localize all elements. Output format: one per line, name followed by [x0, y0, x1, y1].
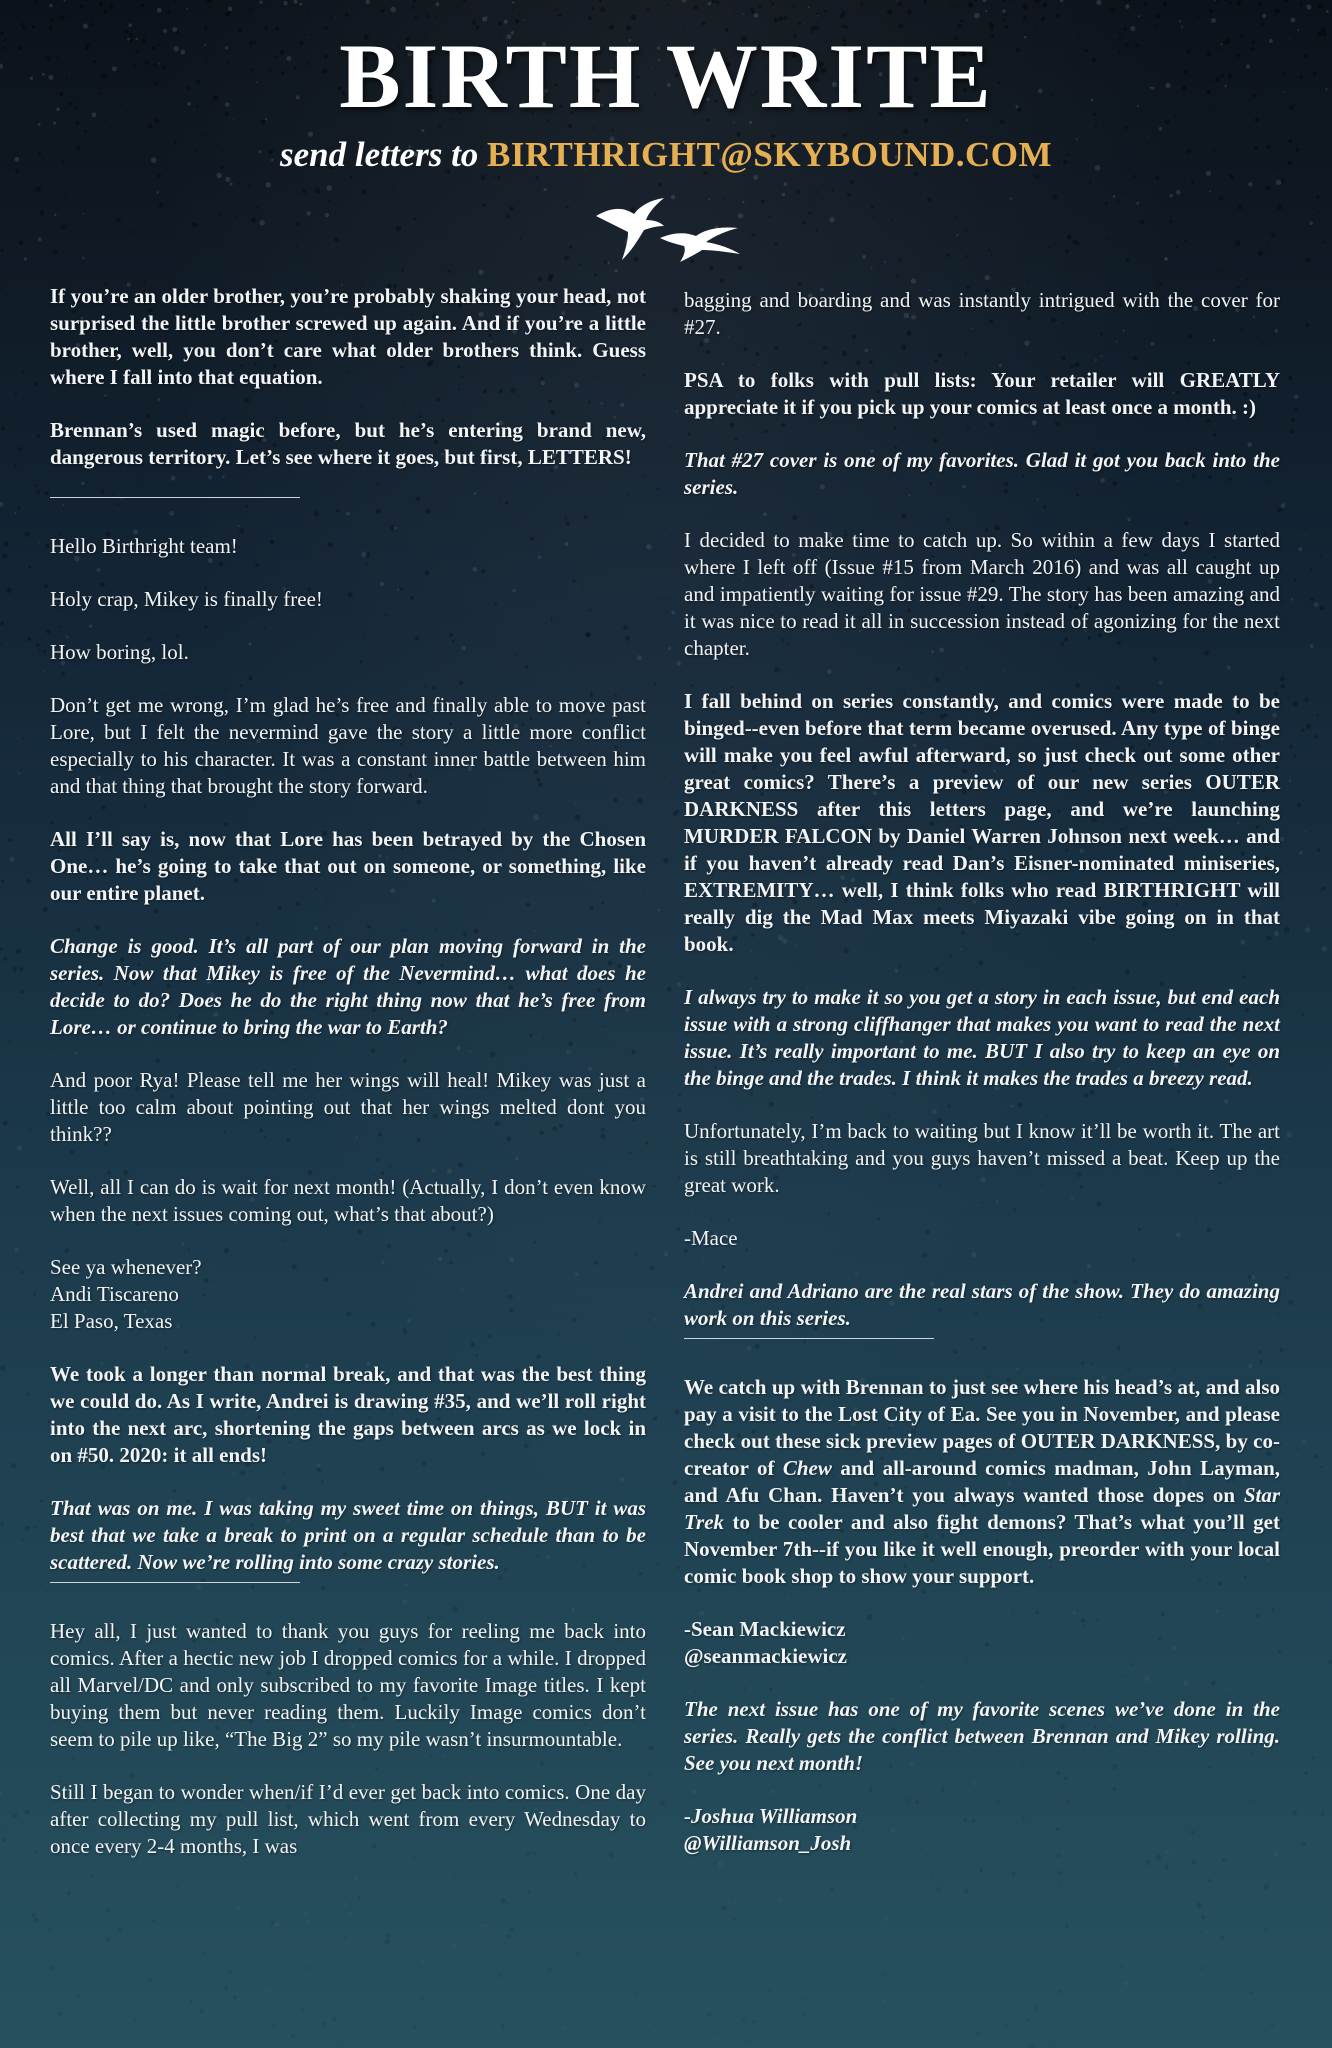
letter-paragraph: How boring, lol. [50, 640, 189, 664]
right-column [684, 287, 1280, 1883]
email-address: BIRTHRIGHT@SKYBOUND.COM [487, 135, 1053, 174]
title-reference: Chew [782, 1456, 832, 1480]
paragraph [684, 1374, 1280, 1590]
letter-paragraph: Don’t get me wrong, I’m glad he’s free and finally able to move past Lore, but I felt the nevermind gave the story a little more conflict especially to his character. It was a constant inner battle between him and that thing that brought the story forward. [50, 693, 646, 798]
letter-paragraph: Well, all I can do is wait for next month! (Actually, I don’t even know when the next issues coming out, what’s that about?) [50, 1175, 646, 1226]
editor-reply: The next issue has one of my favorite scenes we’ve done in the series. Really gets the conflict between Brennan and Mikey rolling. See you next month! [684, 1697, 1280, 1775]
text-segment: to be cooler and also fight demons? That’s what you’ll get November 7th--if you like it well enough, preorder with your local comic book shop to show your support. [684, 1510, 1280, 1588]
signature-line: Andi Tiscareno [50, 1282, 179, 1306]
letter-paragraph: I decided to make time to catch up. So within a few days I started where I left off (Issue #15 from March 2016) and was all caught up and impatiently waiting for issue #29. The story has been amazing and it was nice to read it all in succession instead of agonizing for the next chapter. [684, 528, 1280, 660]
title-reference: Star Trek [684, 1483, 1280, 1534]
birds-icon [588, 196, 758, 266]
page-title: BIRTH WRITE [339, 25, 993, 127]
section-divider [50, 497, 300, 499]
editor-reply: Andrei and Adriano are the real stars of the show. They do amazing work on this series. [684, 1279, 1280, 1330]
letter-paragraph: -Mace [684, 1226, 738, 1250]
editor-reply: That #27 cover is one of my favorites. Glad it got you back into the series. [684, 448, 1280, 499]
letter-paragraph: Holy crap, Mikey is finally free! [50, 587, 323, 611]
text-segment: and all-around comics madman, John Layman, and Afu Chan. Haven’t you always wanted those dopes on [684, 1456, 1280, 1507]
text-segment: We catch up with Brennan to just see where his head’s at, and also pay a visit to the Lost City of Ea. See you in November, and please check out these sick preview pages of OUTER DARKNESS, by co-creator of [684, 1375, 1280, 1480]
editor-note: All I’ll say is, now that Lore has been betrayed by the Chosen One… he’s going to take that out on someone, or something, like our entire planet. [50, 827, 646, 905]
editor-reply: Change is good. It’s all part of our plan moving forward in the series. Now that Mikey is free of the Nevermind… what does he decide to do? Does he do the right thing now that he’s free from Lore… or continue to bring the war to Earth? [50, 934, 646, 1039]
signature-line: El Paso, Texas [50, 1309, 173, 1333]
editor-note: Brennan’s used magic before, but he’s entering brand new, dangerous territory. Let’s see where it goes, but first, LETTERS! [50, 418, 646, 469]
editor-reply: That was on me. I was taking my sweet time on things, BUT it was best that we take a break to print on a regular schedule than to be scattered. Now we’re rolling into some crazy stories. [50, 1496, 646, 1574]
signature [50, 1254, 646, 1335]
signature-line: @seanmackiewicz [684, 1644, 847, 1668]
letter-paragraph: And poor Rya! Please tell me her wings will heal! Mikey was just a little too calm about pointing out that her wings melted dont you think?? [50, 1068, 646, 1146]
signature [684, 1616, 1280, 1670]
editor-note: I fall behind on series constantly, and comics were made to be binged--even before that term became overused. Any type of binge will make you feel awful afterward, so just check out some other great comics? There’s a preview of our new series OUTER DARKNESS after this letters page, and we’re launching MURDER FALCON by Daniel Warren Johnson next week… and if you haven’t already read Dan’s Eisner-nominated miniseries, EXTREMITY… well, I think folks who read BIRTHRIGHT will really dig the Mad Max meets Miyazaki vibe going on in that book. [684, 689, 1280, 956]
editor-note: We took a longer than normal break, and that was the best thing we could do. As I write, Andrei is drawing #35, and we’ll roll right into the next arc, shortening the gaps between arcs as we lock in on #50. 2020: it all ends! [50, 1362, 646, 1467]
signature-line: -Joshua Williamson [684, 1804, 858, 1828]
letter-paragraph: bagging and boarding and was instantly intrigued with the cover for #27. [684, 288, 1280, 339]
editor-note: If you’re an older brother, you’re probably shaking your head, not surprised the little brother screwed up again. And if you’re a little brother, well, you don’t care what older brothers think. Guess where I fall into that equation. [50, 284, 646, 389]
signature [684, 1803, 1280, 1857]
left-column [50, 283, 646, 1886]
signature-line: -Sean Mackiewicz [684, 1617, 846, 1641]
letter-paragraph: Unfortunately, I’m back to waiting but I know it’ll be worth it. The art is still breathtaking and you guys haven’t missed a beat. Keep up the great work. [684, 1119, 1280, 1197]
subtitle-lead: send letters to [279, 135, 479, 174]
editor-note: PSA to folks with pull lists: Your retailer will GREATLY appreciate it if you pick up your comics at least once a month. :) [684, 368, 1280, 419]
masthead [0, 25, 1332, 175]
section-divider [50, 1582, 300, 1584]
subtitle [0, 136, 1332, 175]
section-divider [684, 1338, 934, 1340]
editor-reply: I always try to make it so you get a story in each issue, but end each issue with a strong cliffhanger that makes you want to read the next issue. It’s really important to me. BUT I also try to keep an eye on the binge and the trades. I think it makes the trades a breezy read. [684, 985, 1280, 1090]
letter-paragraph: Hey all, I just wanted to thank you guys for reeling me back into comics. After a hectic new job I dropped comics for a while. I dropped all Marvel/DC and only subscribed to my favorite Image titles. I kept buying them but never reading them. Luckily Image comics don’t seem to pile up like, “The Big 2” so my pile wasn’t insurmountable. [50, 1619, 646, 1751]
signature-line: See ya whenever? [50, 1255, 202, 1279]
letter-paragraph: Hello Birthright team! [50, 534, 238, 558]
signature-line: @Williamson_Josh [684, 1831, 852, 1855]
letter-paragraph: Still I began to wonder when/if I’d ever get back into comics. One day after collecting my pull list, which went from every Wednesday to once every 2-4 months, I was [50, 1780, 646, 1858]
